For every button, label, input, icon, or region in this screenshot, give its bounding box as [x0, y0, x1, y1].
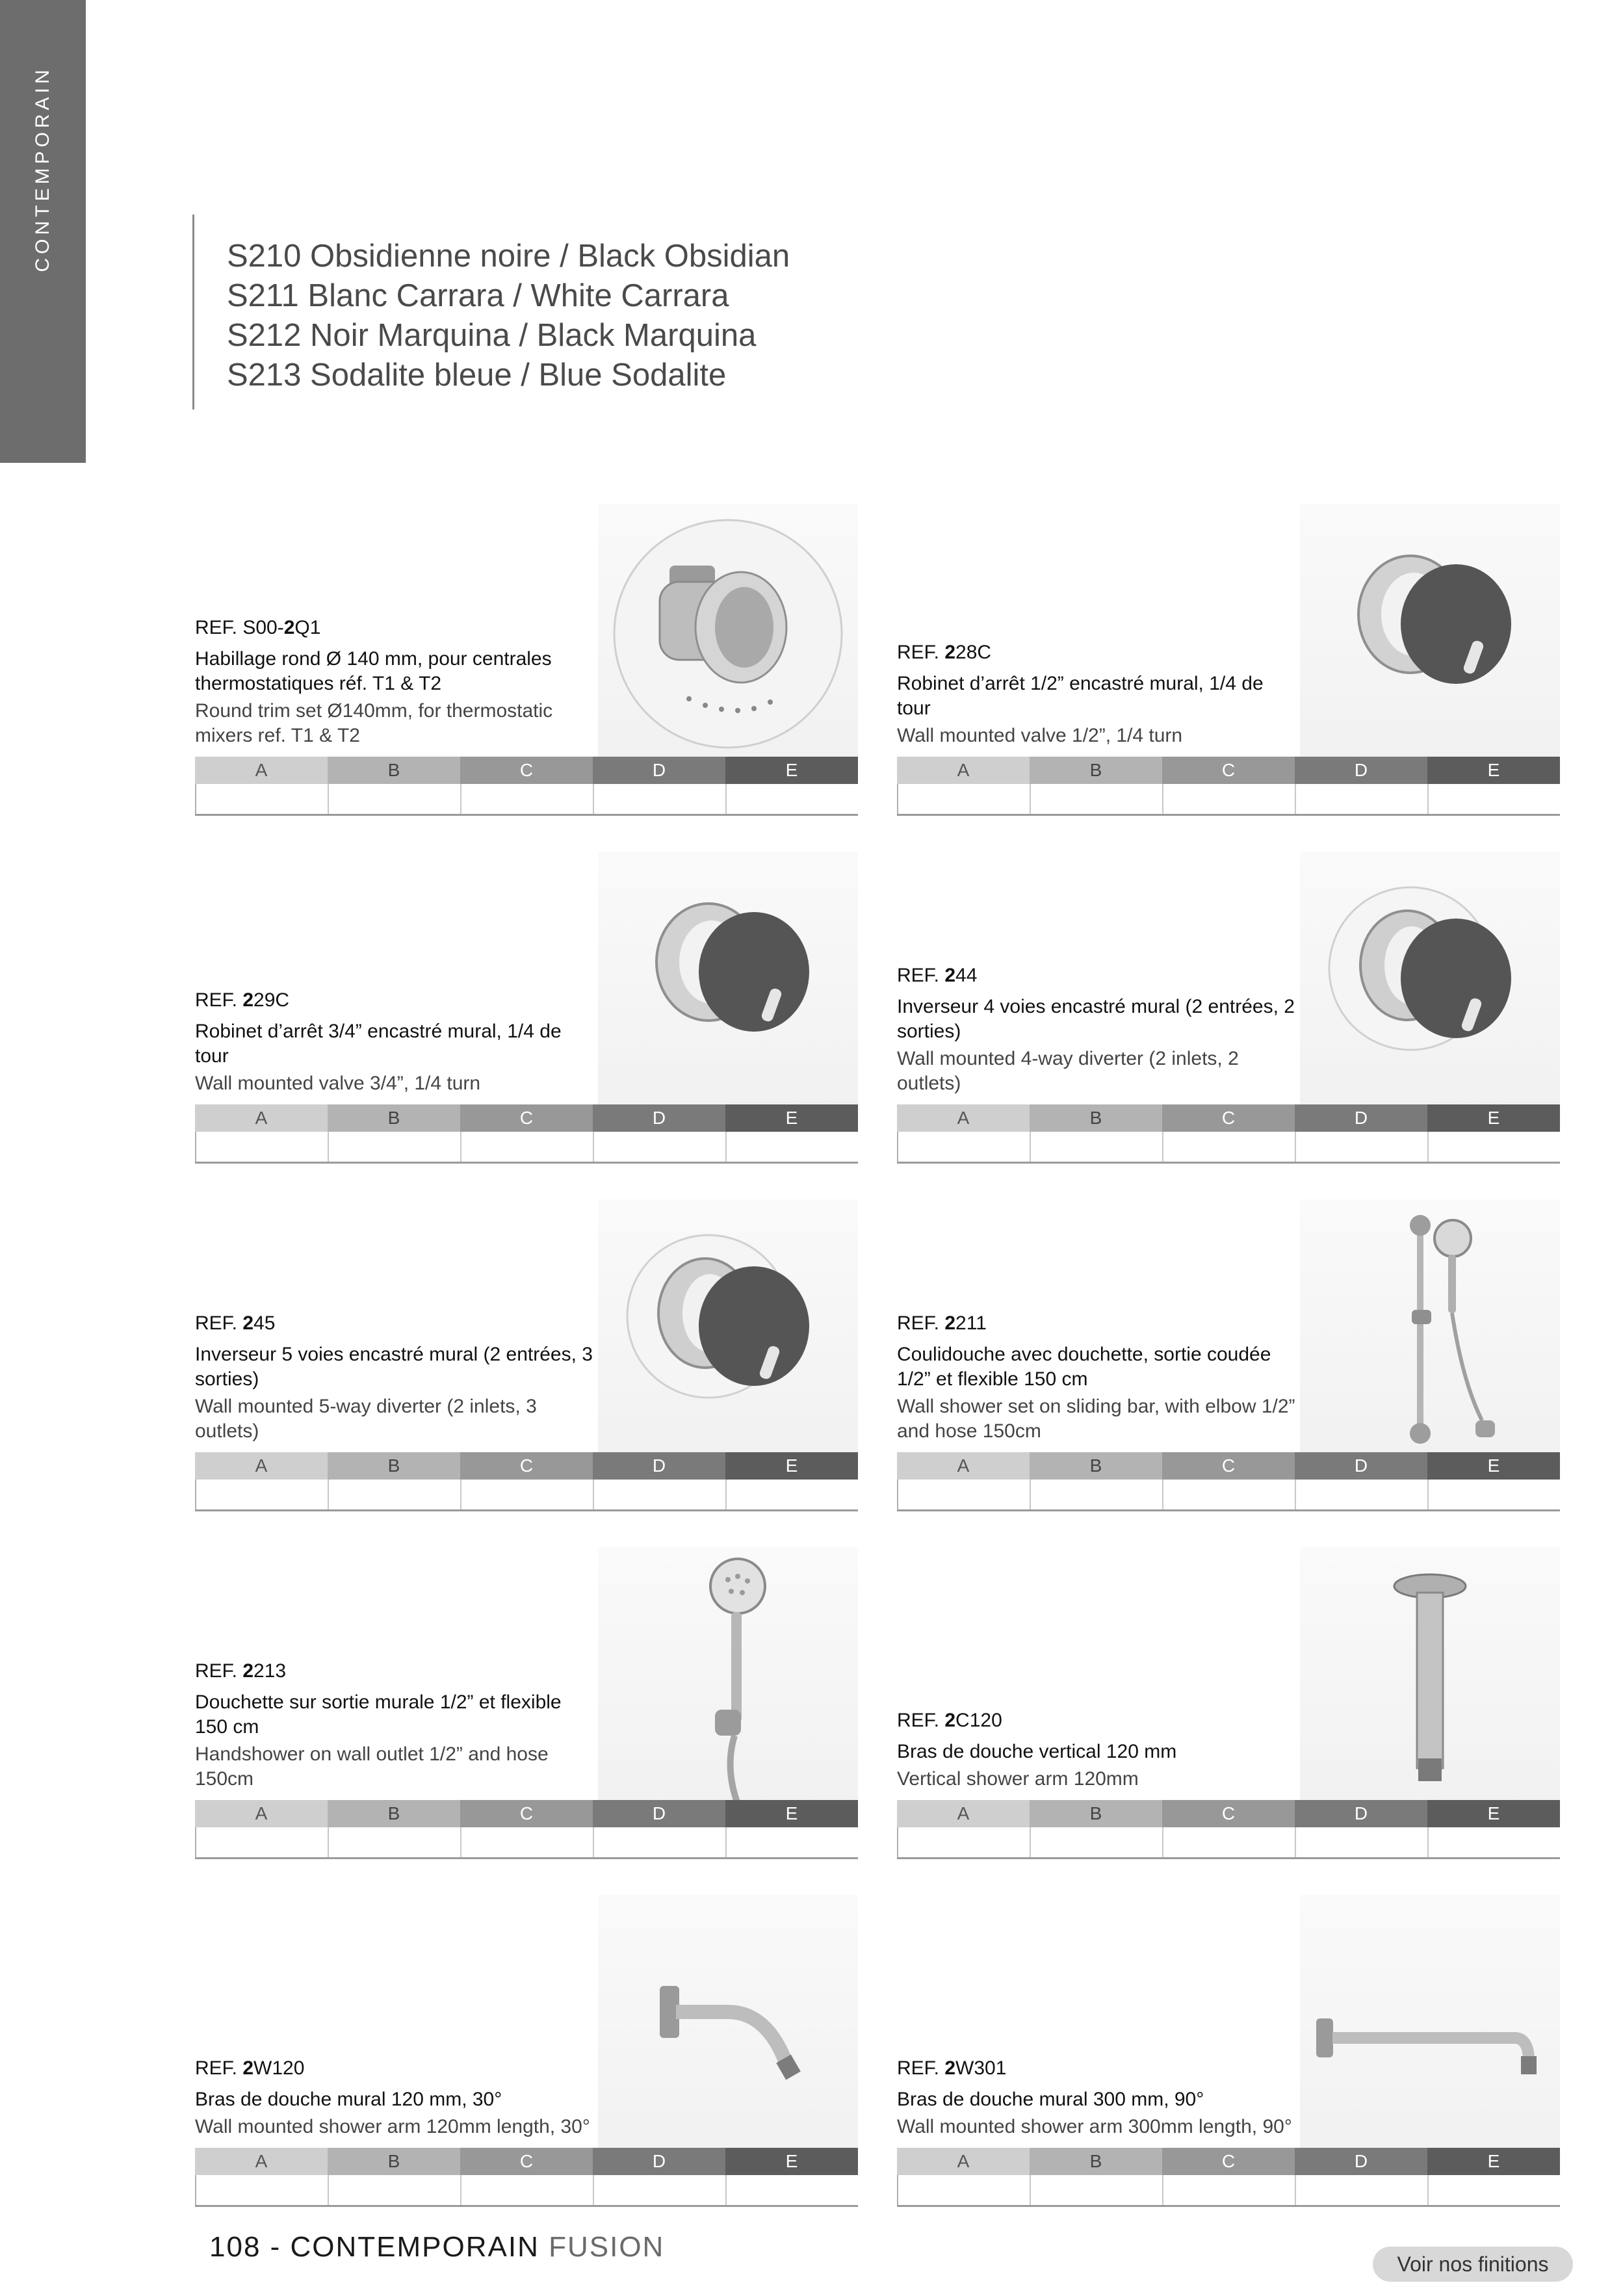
product-description-fr: Coulidouche avec douchette, sortie coudée 1/2” et flexible 150 cm	[897, 1344, 1271, 1390]
product-image	[1300, 504, 1560, 764]
product-text	[897, 640, 1300, 748]
wall-valve-icon	[1300, 504, 1560, 764]
product-description-en: Wall mounted shower arm 120mm length, 30°	[195, 2116, 590, 2137]
grid-cell-d	[1295, 2175, 1427, 2205]
grid-header-d: D	[1295, 1104, 1427, 1132]
page-number-title: 108 - CONTEMPORAIN	[209, 2231, 549, 2263]
vertical-shower-arm-icon	[1300, 1547, 1560, 1807]
grid-header-c: C	[460, 2148, 593, 2175]
product-description-fr: Inverseur 4 voies encastré mural (2 entrées, 2 sorties)	[897, 996, 1295, 1042]
product-card	[897, 1895, 1560, 2207]
finish-grid	[195, 757, 858, 816]
product-ref	[195, 988, 598, 1013]
product-text	[195, 1311, 598, 1444]
grid-header-a: A	[195, 757, 328, 784]
grid-cell-a	[897, 1132, 1030, 1162]
product-card	[195, 1199, 858, 1511]
grid-cell-e	[725, 784, 858, 814]
product-ref	[195, 2056, 598, 2081]
grid-header-e: E	[1427, 757, 1560, 784]
product-text	[195, 2056, 598, 2139]
grid-header-a: A	[897, 2148, 1030, 2175]
product-description-fr: Douchette sur sortie murale 1/2” et flexible 150 cm	[195, 1691, 562, 1738]
grid-header-c: C	[1162, 1452, 1295, 1480]
ref-prefix: REF.	[897, 642, 945, 663]
grid-header-a: A	[897, 1104, 1030, 1132]
grid-cell-e	[1427, 1827, 1560, 1857]
grid-header-d: D	[593, 1452, 725, 1480]
ref-prefix: REF. S00-	[195, 617, 284, 638]
product-card	[897, 1199, 1560, 1511]
ref-bold: 2	[944, 642, 956, 663]
ref-bold: 2	[944, 2057, 956, 2079]
handshower-icon	[598, 1547, 858, 1807]
product-image	[598, 1895, 858, 2155]
grid-header-e: E	[725, 1104, 858, 1132]
finish-grid	[897, 1452, 1560, 1511]
finish-item: S210 Obsidienne noire / Black Obsidian	[227, 239, 790, 274]
grid-cell-a	[195, 784, 328, 814]
grid-header-e: E	[1427, 2148, 1560, 2175]
grid-header-e: E	[725, 2148, 858, 2175]
product-card	[195, 1547, 858, 1859]
grid-header-a: A	[897, 757, 1030, 784]
grid-cell-d	[1295, 1132, 1427, 1162]
ref-prefix: REF.	[897, 965, 945, 986]
ref-prefix: REF.	[195, 2057, 243, 2079]
finish-grid	[897, 2148, 1560, 2207]
product-ref	[195, 1311, 598, 1336]
product-ref	[897, 2056, 1300, 2081]
grid-cell-a	[897, 1827, 1030, 1857]
grid-header-d: D	[593, 2148, 725, 2175]
product-image	[598, 1199, 858, 1459]
finish-grid	[195, 1104, 858, 1164]
grid-header-b: B	[1030, 757, 1162, 784]
product-description-fr: Bras de douche mural 300 mm, 90°	[897, 2089, 1204, 2110]
wall-valve-icon	[598, 852, 858, 1112]
grid-header-d: D	[1295, 1800, 1427, 1827]
product-description-en: Handshower on wall outlet 1/2” and hose 150cm	[195, 1743, 549, 1790]
grid-cell-d	[593, 2175, 725, 2205]
side-section-tab	[0, 0, 86, 463]
grid-header-b: B	[328, 1800, 460, 1827]
product-card	[195, 852, 858, 1164]
grid-cell-a	[195, 1132, 328, 1162]
grid-cell-e	[725, 1827, 858, 1857]
ref-prefix: REF.	[897, 1710, 945, 1731]
product-image	[1300, 1199, 1560, 1459]
grid-header-c: C	[1162, 1800, 1295, 1827]
product-description-en: Wall mounted 4-way diverter (2 inlets, 2 outlets)	[897, 1048, 1239, 1094]
side-tab-label: CONTEMPORAIN	[32, 66, 53, 272]
product-description-fr: Robinet d’arrêt 3/4” encastré mural, 1/4 de tour	[195, 1021, 562, 1067]
product-image	[1300, 1895, 1560, 2155]
product-ref	[195, 1659, 598, 1684]
page-footer-title	[209, 2231, 664, 2263]
ref-bold: 2	[242, 1312, 254, 1334]
finish-item: S213 Sodalite bleue / Blue Sodalite	[227, 358, 727, 393]
grid-cell-d	[593, 1827, 725, 1857]
grid-header-b: B	[328, 1452, 460, 1480]
grid-cell-d	[593, 784, 725, 814]
product-ref	[897, 963, 1300, 988]
diverter-icon	[1300, 852, 1560, 1112]
grid-header-a: A	[195, 1104, 328, 1132]
product-text	[195, 1659, 598, 1792]
product-text	[195, 616, 598, 748]
product-ref	[897, 1708, 1300, 1733]
grid-cell-c	[1162, 1132, 1295, 1162]
ref-bold: 2	[242, 2057, 254, 2079]
grid-header-e: E	[1427, 1800, 1560, 1827]
product-description-fr: Inverseur 5 voies encastré mural (2 entrées, 3 sorties)	[195, 1344, 593, 1390]
ref-bold: 2	[242, 1660, 254, 1682]
grid-cell-c	[460, 784, 593, 814]
ref-suffix: Q1	[294, 617, 321, 638]
product-description-en: Round trim set Ø140mm, for thermostatic mixers ref. T1 & T2	[195, 700, 553, 746]
product-card	[195, 1895, 858, 2207]
grid-cell-e	[1427, 1480, 1560, 1509]
ref-suffix: C120	[955, 1710, 1002, 1731]
grid-cell-c	[460, 1132, 593, 1162]
grid-header-b: B	[1030, 2148, 1162, 2175]
grid-cell-b	[1030, 1827, 1162, 1857]
grid-header-d: D	[1295, 1452, 1427, 1480]
straight-shower-arm-icon	[1300, 1895, 1560, 2155]
ref-suffix: 44	[955, 965, 978, 986]
finish-grid	[897, 757, 1560, 816]
grid-cell-a	[195, 2175, 328, 2205]
grid-header-d: D	[593, 1104, 725, 1132]
finish-grid	[897, 1104, 1560, 1164]
grid-header-b: B	[1030, 1104, 1162, 1132]
grid-cell-c	[1162, 1480, 1295, 1509]
finish-grid	[195, 1800, 858, 1859]
product-image	[1300, 1547, 1560, 1807]
grid-header-b: B	[1030, 1452, 1162, 1480]
grid-cell-d	[1295, 1827, 1427, 1857]
ref-bold: 2	[242, 989, 254, 1011]
grid-cell-d	[593, 1480, 725, 1509]
grid-header-b: B	[328, 2148, 460, 2175]
round-trim-thermostatic-icon	[598, 504, 858, 764]
ref-prefix: REF.	[195, 989, 243, 1011]
grid-cell-c	[1162, 784, 1295, 814]
grid-header-b: B	[328, 757, 460, 784]
finish-grid	[195, 1452, 858, 1511]
grid-header-a: A	[897, 1800, 1030, 1827]
product-ref	[897, 1311, 1300, 1336]
grid-cell-a	[195, 1480, 328, 1509]
finish-item: S211 Blanc Carrara / White Carrara	[227, 278, 729, 313]
product-image	[1300, 852, 1560, 1112]
grid-cell-c	[1162, 1827, 1295, 1857]
grid-cell-e	[1427, 1132, 1560, 1162]
grid-cell-b	[1030, 784, 1162, 814]
ref-suffix: 29C	[253, 989, 290, 1011]
product-image	[598, 852, 858, 1112]
grid-cell-e	[725, 1480, 858, 1509]
grid-header-e: E	[725, 1800, 858, 1827]
ref-bold: 2	[944, 965, 956, 986]
product-text	[897, 1708, 1300, 1792]
product-description-en: Wall shower set on sliding bar, with elbow 1/2” and hose 150cm	[897, 1396, 1295, 1442]
grid-header-c: C	[460, 757, 593, 784]
ref-suffix: 28C	[955, 642, 992, 663]
product-text	[897, 1311, 1300, 1444]
grid-cell-e	[1427, 2175, 1560, 2205]
grid-header-a: A	[897, 1452, 1030, 1480]
sliding-bar-shower-icon	[1300, 1199, 1560, 1459]
grid-cell-e	[1427, 784, 1560, 814]
grid-header-c: C	[460, 1104, 593, 1132]
finish-grid	[897, 1800, 1560, 1859]
ref-prefix: REF.	[897, 2057, 945, 2079]
product-description-fr: Bras de douche vertical 120 mm	[897, 1741, 1177, 1762]
diverter-icon	[598, 1199, 858, 1459]
ref-suffix: 213	[253, 1660, 287, 1682]
grid-header-e: E	[1427, 1104, 1560, 1132]
grid-header-b: B	[1030, 1800, 1162, 1827]
ref-suffix: W120	[253, 2057, 305, 2079]
grid-header-a: A	[195, 1452, 328, 1480]
grid-header-a: A	[195, 1800, 328, 1827]
ref-bold: 2	[283, 617, 295, 638]
grid-header-d: D	[1295, 2148, 1427, 2175]
product-text	[897, 2056, 1300, 2139]
product-description-en: Vertical shower arm 120mm	[897, 1768, 1139, 1790]
grid-cell-b	[328, 784, 460, 814]
grid-cell-e	[725, 1132, 858, 1162]
product-image	[598, 1547, 858, 1807]
curved-shower-arm-icon	[598, 1895, 858, 2155]
product-card	[897, 504, 1560, 816]
product-description-en: Wall mounted valve 3/4”, 1/4 turn	[195, 1073, 481, 1094]
product-description-fr: Bras de douche mural 120 mm, 30°	[195, 2089, 502, 2110]
ref-suffix: W301	[955, 2057, 1007, 2079]
ref-suffix: 45	[253, 1312, 276, 1334]
finishes-list	[192, 215, 790, 410]
product-card	[195, 504, 858, 816]
product-description-en: Wall mounted shower arm 300mm length, 90°	[897, 2116, 1292, 2137]
grid-cell-e	[725, 2175, 858, 2205]
grid-header-d: D	[593, 1800, 725, 1827]
grid-cell-c	[1162, 2175, 1295, 2205]
collection-name: FUSION	[549, 2231, 665, 2263]
grid-cell-c	[460, 1827, 593, 1857]
grid-header-e: E	[1427, 1452, 1560, 1480]
grid-cell-c	[460, 1480, 593, 1509]
grid-cell-d	[593, 1132, 725, 1162]
ref-bold: 2	[944, 1710, 956, 1731]
grid-cell-a	[897, 1480, 1030, 1509]
grid-cell-b	[1030, 1132, 1162, 1162]
grid-cell-a	[897, 2175, 1030, 2205]
grid-header-d: D	[593, 757, 725, 784]
product-description-en: Wall mounted 5-way diverter (2 inlets, 3 outlets)	[195, 1396, 537, 1442]
grid-cell-a	[897, 784, 1030, 814]
ref-prefix: REF.	[195, 1312, 243, 1334]
product-description-en: Wall mounted valve 1/2”, 1/4 turn	[897, 725, 1183, 746]
grid-header-a: A	[195, 2148, 328, 2175]
grid-cell-b	[1030, 2175, 1162, 2205]
grid-cell-c	[460, 2175, 593, 2205]
product-card	[897, 852, 1560, 1164]
grid-cell-b	[328, 1827, 460, 1857]
product-image	[598, 504, 858, 764]
product-description-fr: Habillage rond Ø 140 mm, pour centrales thermostatiques réf. T1 & T2	[195, 648, 552, 694]
grid-cell-d	[1295, 1480, 1427, 1509]
grid-header-c: C	[460, 1800, 593, 1827]
grid-cell-b	[328, 1480, 460, 1509]
product-text	[897, 963, 1300, 1096]
grid-header-e: E	[725, 757, 858, 784]
grid-header-b: B	[328, 1104, 460, 1132]
finish-item: S212 Noir Marquina / Black Marquina	[227, 318, 757, 353]
grid-header-c: C	[460, 1452, 593, 1480]
product-ref	[195, 616, 598, 640]
grid-cell-d	[1295, 784, 1427, 814]
grid-header-c: C	[1162, 2148, 1295, 2175]
finish-grid	[195, 2148, 858, 2207]
product-ref	[897, 640, 1300, 665]
grid-cell-b	[328, 1132, 460, 1162]
grid-cell-b	[1030, 1480, 1162, 1509]
grid-header-c: C	[1162, 1104, 1295, 1132]
ref-prefix: REF.	[195, 1660, 243, 1682]
grid-header-d: D	[1295, 757, 1427, 784]
ref-prefix: REF.	[897, 1312, 945, 1334]
grid-header-c: C	[1162, 757, 1295, 784]
grid-header-e: E	[725, 1452, 858, 1480]
ref-suffix: 211	[955, 1312, 987, 1334]
product-card	[897, 1547, 1560, 1859]
ref-bold: 2	[944, 1312, 956, 1334]
grid-cell-b	[328, 2175, 460, 2205]
product-text	[195, 988, 598, 1096]
view-finishes-button[interactable]: Voir nos finitions	[1373, 2247, 1573, 2282]
grid-cell-a	[195, 1827, 328, 1857]
product-description-fr: Robinet d’arrêt 1/2” encastré mural, 1/4 de tour	[897, 673, 1264, 719]
